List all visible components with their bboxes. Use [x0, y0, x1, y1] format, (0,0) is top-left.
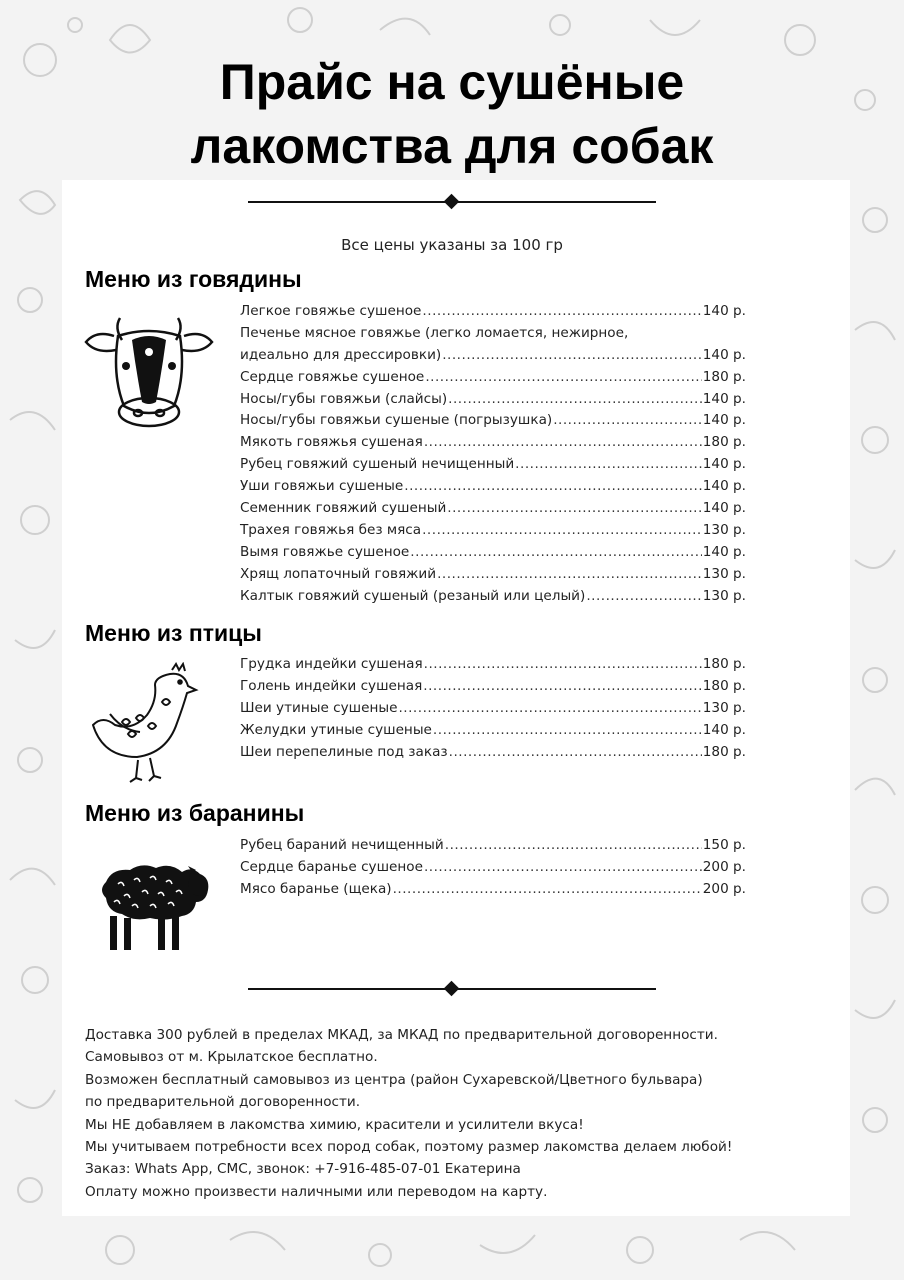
title-line-2: лакомства для собак: [190, 118, 714, 174]
price-row: Шеи утиные сушеные ..... 130 р.: [240, 700, 746, 722]
price-row: Семенник говяжий сушеный ..... 140 р.: [240, 500, 746, 522]
page-title: [0, 50, 904, 178]
section-title-beef: Меню из говядины: [85, 266, 302, 292]
footer-line: Оплату можно произвести наличными или переводом на карту.: [85, 1183, 548, 1200]
price-row: Вымя говяжье сушеное ..... 140 р.: [240, 544, 746, 566]
price-row: Сердце говяжье сушеное ..... 180 р.: [240, 369, 746, 391]
price-row: Носы/губы говяжьи (слайсы) ..... 140 р.: [240, 391, 746, 413]
price-row: Шеи перепелиные под заказ ..... 180 р.: [240, 744, 746, 766]
footer-line: Мы НЕ добавляем в лакомства химию, красители и усилители вкуса!: [85, 1116, 584, 1133]
price-row: Печенье мясное говяжье (легко ломается, нежирное,: [240, 324, 629, 341]
section-title-lamb: Меню из баранины: [85, 800, 305, 826]
price-row: Голень индейки сушеная ..... 180 р.: [240, 678, 746, 700]
section-title-poultry: Меню из птицы: [85, 620, 262, 646]
footer-line: Самовывоз от м. Крылатское бесплатно.: [85, 1049, 378, 1066]
cow-icon: [84, 306, 214, 430]
footer-line: Заказ: Whats App, СМС, звонок: +7-916-485-07-01 Екатерина: [85, 1161, 521, 1178]
price-row: идеально для дрессировки) ..... 140 р.: [240, 347, 746, 369]
beef-price-list: [240, 303, 746, 609]
price-row: Сердце баранье сушеное ..... 200 р.: [240, 859, 746, 881]
price-row: Рубец бараний нечищенный ..... 150 р.: [240, 837, 746, 859]
price-row: Грудка индейки сушеная ..... 180 р.: [240, 656, 746, 678]
price-row: Легкое говяжье сушеное ..... 140 р.: [240, 303, 746, 325]
footer-line: Возможен бесплатный самовывоз из центра (район Сухаревской/Цветного бульвара): [85, 1071, 703, 1088]
lamb-price-list: [240, 837, 746, 903]
top-divider: [248, 194, 656, 210]
price-row: Калтык говяжий сушеный (резаный или целый) ..... 130 р.: [240, 588, 746, 610]
footer-line: Доставка 300 рублей в пределах МКАД, за МКАД по предварительной договоренности.: [85, 1027, 718, 1043]
price-row: Рубец говяжий сушеный нечищенный ..... 140 р.: [240, 456, 746, 478]
footer-line: по предварительной договоренности.: [85, 1094, 361, 1111]
title-line-1: Прайс на сушёные: [219, 54, 685, 110]
price-row: Мякоть говяжья сушеная ..... 180 р.: [240, 434, 746, 456]
price-row: Желудки утиные сушеные ..... 140 р.: [240, 722, 746, 744]
price-row: Хрящ лопаточный говяжий ..... 130 р.: [240, 566, 746, 588]
bottom-divider: [248, 981, 656, 997]
price-note: Все цены указаны за 100 гр: [341, 236, 563, 254]
poultry-price-list: [240, 656, 746, 765]
price-row: Уши говяжьи сушеные ..... 140 р.: [240, 478, 746, 500]
price-row: Трахея говяжья без мяса ..... 130 р.: [240, 522, 746, 544]
sheep-icon: [92, 862, 212, 956]
price-row: Носы/губы говяжьи сушеные (погрызушка) ..... 140 р.: [240, 412, 746, 434]
footer-info: [85, 1024, 805, 1203]
price-row: Мясо баранье (щека) ..... 200 р.: [240, 881, 746, 903]
chicken-icon: [92, 662, 200, 784]
footer-line: Мы учитываем потребности всех пород собак, поэтому размер лакомства делаем любой!: [85, 1139, 733, 1156]
